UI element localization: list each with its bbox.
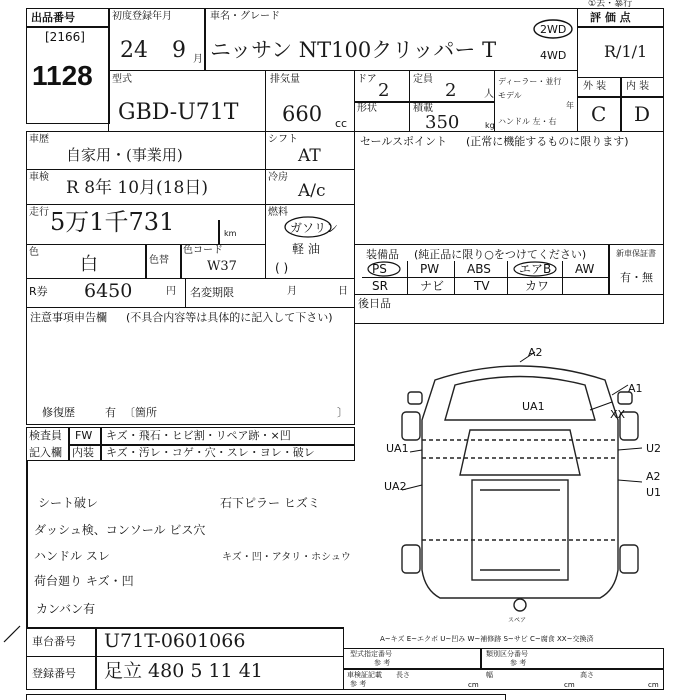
lot-label-divider xyxy=(26,26,110,28)
grade-label: 評 価 点 xyxy=(590,11,631,24)
equipment-note: (純正品に限り○をつけてください) xyxy=(414,248,587,261)
lot-no-label: 出品番号 xyxy=(31,11,75,24)
bottom-strip xyxy=(26,694,506,700)
fw-items: キズ・飛石・ヒビ割・リペア跡・×凹 xyxy=(106,429,291,442)
equip-airbag-circle xyxy=(512,261,558,277)
cert-hdivider xyxy=(343,668,664,670)
width-label: 幅 xyxy=(486,671,493,679)
cert-label: 車検証記載 xyxy=(347,671,382,679)
repair-place: 〔箇所 xyxy=(124,406,157,419)
fuel-paren: ( ) xyxy=(275,261,289,275)
height-label: 高さ xyxy=(580,671,594,679)
grade-divider xyxy=(577,26,664,28)
note-line-1: シート破レ xyxy=(38,496,99,510)
title-deadline-label: 名変期限 xyxy=(190,286,234,299)
lot-code: [2166] xyxy=(45,30,85,44)
km-unit: km xyxy=(224,229,237,238)
reg-value: 足立 480 5 11 41 xyxy=(104,660,263,682)
repair-value: 有 xyxy=(105,406,116,419)
equip-vline-2 xyxy=(454,261,455,294)
title-day: 日 xyxy=(338,286,348,297)
color-code-value: W37 xyxy=(207,259,237,274)
mark-xx: XX xyxy=(610,408,626,421)
warranty-label: 新車保証書 xyxy=(616,249,656,258)
sales-label: セールスポイント xyxy=(360,135,448,148)
model-year-label: モデル xyxy=(498,91,522,100)
mark-a2-right: A2 xyxy=(646,470,661,483)
ext-int-vdivider xyxy=(620,77,622,132)
doors-label: ドア xyxy=(357,74,377,85)
mark-a1-right: A1 xyxy=(628,382,643,395)
shift-label: シフト xyxy=(268,134,298,145)
int-row-label: 内装 xyxy=(72,446,94,459)
fuel-gas-circle xyxy=(284,214,334,238)
class-ref: 参 考 xyxy=(510,659,527,667)
caution-label: 注意事項申告欄 xyxy=(30,311,107,324)
model-label: 型式 xyxy=(112,74,132,85)
km-divider xyxy=(218,220,220,245)
equip-sr: SR xyxy=(372,279,388,293)
load-label: 積載 xyxy=(413,103,433,114)
equip-ps: PS xyxy=(372,262,387,276)
equip-tv: TV xyxy=(474,279,490,293)
length-unit: cm xyxy=(468,681,479,689)
lot-number: 1128 xyxy=(32,60,93,91)
equip-vline-1 xyxy=(407,261,408,294)
chassis-label: 車台番号 xyxy=(32,635,76,648)
repaint-label: 色替 xyxy=(149,255,169,266)
caution-note: (不具合内容等は具体的に記入して下さい) xyxy=(126,311,333,324)
designation-ref: 参 考 xyxy=(374,659,391,667)
inspector-row1-label: 検査員 xyxy=(29,429,62,442)
title-month: 月 xyxy=(287,286,297,297)
equip-pw: PW xyxy=(420,262,440,276)
model-value: GBD-U71T xyxy=(118,100,239,125)
note-line-3: ダッシュ検、コンソール ビス穴 xyxy=(34,523,206,537)
note-line-5: キズ・凹・アタリ・ホシュウ xyxy=(222,552,351,563)
sales-note: (正常に機能するものに限ります) xyxy=(466,135,629,148)
mark-ua1-center: UA1 xyxy=(522,400,545,413)
inspection-value: R 8年 10月(18日) xyxy=(66,178,208,198)
equip-vline-3 xyxy=(507,261,508,294)
int-label: 内 装 xyxy=(626,81,650,92)
repair-close: 〕 xyxy=(337,406,348,419)
equip-vline-4 xyxy=(562,261,563,294)
mark-ua1-left: UA1 xyxy=(386,442,409,455)
displacement-value: 660 xyxy=(282,102,323,126)
rear-items-box xyxy=(354,294,664,324)
handle-label: ハンドル 左・右 xyxy=(498,117,557,126)
car-diagram xyxy=(380,340,660,625)
history-label: 車歴 xyxy=(29,134,49,145)
margin-check-mark xyxy=(2,620,24,650)
spare-label: スペア xyxy=(508,617,527,624)
reg-label: 登録番号 xyxy=(32,667,76,680)
note-line-4: ハンドル スレ xyxy=(34,549,110,563)
cert-vdivider xyxy=(480,648,482,668)
repair-label: 修復歴 xyxy=(42,406,75,419)
inspection-label: 車検 xyxy=(29,172,49,183)
note-line-2: 石下ピラー ヒズミ xyxy=(220,496,320,510)
note-line-6: 荷台廻り キズ・凹 xyxy=(34,574,134,588)
top-note: ①去・暴行 xyxy=(588,0,633,9)
fuel-diesel: 軽 油 xyxy=(292,242,320,256)
ac-value: A/c xyxy=(298,181,326,201)
first-reg-label: 初度登録年月 xyxy=(112,11,172,22)
sales-box xyxy=(354,131,664,245)
designation-label: 型式指定番号 xyxy=(350,650,392,658)
capacity-label: 定員 xyxy=(413,74,433,85)
width-unit: cm xyxy=(564,681,575,689)
length-label: 長さ xyxy=(396,671,410,679)
displacement-label: 排気量 xyxy=(270,74,300,85)
dealer-label: ディーラー・並行 xyxy=(498,77,562,86)
history-value: 自家用・(事業用) xyxy=(66,146,183,164)
ext-label: 外 装 xyxy=(583,81,607,92)
capacity-value: 2 xyxy=(445,80,457,101)
kg-unit: kg xyxy=(485,121,495,130)
cc-unit: cc xyxy=(335,117,348,130)
yen-unit: 円 xyxy=(166,286,176,297)
person-unit: 人 xyxy=(484,89,494,100)
month-unit: 月 xyxy=(193,54,203,65)
shape-label: 形状 xyxy=(357,103,377,114)
color-value: 白 xyxy=(80,254,98,275)
equipment-label: 装備品 xyxy=(366,248,399,261)
color-code-label: 色コード xyxy=(183,245,223,256)
mileage-label: 走行 xyxy=(29,207,49,218)
mark-u1: U1 xyxy=(646,486,662,499)
ac-label: 冷房 xyxy=(268,172,288,183)
inspector-row2-label: 記入欄 xyxy=(29,446,62,459)
equipment-divider xyxy=(608,244,610,295)
caution-box xyxy=(26,307,355,425)
doors-value: 2 xyxy=(378,80,390,101)
mark-u2: U2 xyxy=(646,442,662,455)
fw-label: FW xyxy=(75,429,93,442)
height-unit: cm xyxy=(648,681,659,689)
shift-value: AT xyxy=(298,146,321,166)
car-name-label: 車名・グレード xyxy=(210,11,280,22)
equip-hline xyxy=(362,277,608,278)
equip-airbag: エアB xyxy=(519,262,552,276)
class-label: 類別区分番号 xyxy=(486,650,528,658)
model-year-unit: 年 xyxy=(566,101,574,110)
fuel-gas: ガソリン xyxy=(290,221,339,235)
equip-abs: ABS xyxy=(467,262,491,276)
notes-left-border xyxy=(26,460,28,628)
int-value: D xyxy=(634,102,651,126)
mark-a2-top: A2 xyxy=(528,346,543,359)
cert-ref: 参 考 xyxy=(350,680,367,688)
mark-ua2-left: UA2 xyxy=(384,480,407,493)
mileage-value: 5万1千731 xyxy=(50,208,175,236)
color-divider-2 xyxy=(180,244,182,279)
car-name-value: ニッサン NT100クリッパー T xyxy=(210,38,497,62)
fuel-label: 燃料 xyxy=(268,207,288,218)
recycle-value: 6450 xyxy=(84,280,133,302)
color-label: 色 xyxy=(29,247,39,258)
equip-ps-circle xyxy=(366,261,402,277)
first-reg-month: 9 xyxy=(172,38,186,63)
int-items: キズ・汚レ・コゲ・穴・スレ・ヨレ・破レ xyxy=(106,446,315,459)
rear-items-label: 後日品 xyxy=(358,297,391,310)
first-reg-year: 24 xyxy=(120,38,148,63)
damage-legend: A~キズ E~エクボ U~凹み W~補修跡 S~サビ C~腐食 XX~交換済 xyxy=(380,635,594,643)
drive-2wd-circle xyxy=(532,16,574,38)
load-value: 350 xyxy=(425,112,460,133)
grade-value: R/1/1 xyxy=(604,42,648,61)
equip-navi: ナビ xyxy=(420,279,445,293)
recycle-label: R券 xyxy=(29,285,48,298)
equip-leather: カワ xyxy=(525,279,550,293)
equipment-grid xyxy=(362,261,608,294)
note-line-7: カンバン有 xyxy=(36,602,96,616)
color-divider-1 xyxy=(145,244,147,279)
drive-2wd: 2WD xyxy=(540,23,567,36)
ext-value: C xyxy=(591,102,607,126)
drive-4wd: 4WD xyxy=(540,49,567,62)
equip-aw: AW xyxy=(575,262,595,276)
chassis-value: U71T-0601066 xyxy=(104,630,246,652)
warranty-value: 有・無 xyxy=(620,271,653,284)
